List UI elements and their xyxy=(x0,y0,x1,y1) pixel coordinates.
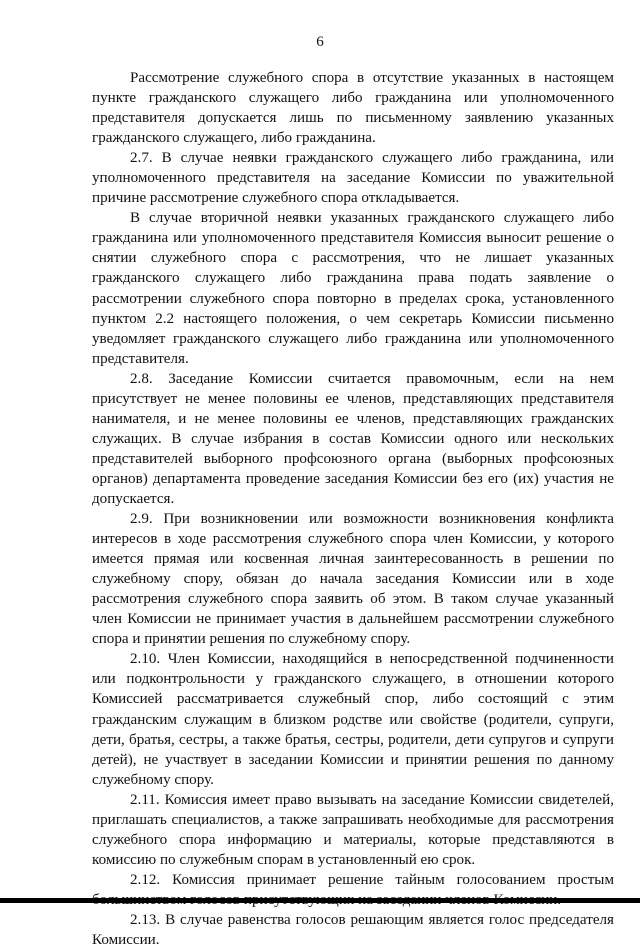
document-body xyxy=(92,68,614,950)
paragraph-2-13: 2.13. В случае равенства голосов решающим является голос председателя Комиссии. xyxy=(92,911,614,949)
paragraph-2-10: 2.10. Член Комиссии, находящийся в непосредственной подчиненности или подконтрольности у гражданского служащего, в отношении которого Комиссией рассматривается служебный спор, либо состоящий с этим гражданским служащим в близком родстве или свойстве (родители, супруги, дети, братья, сестры, а также братья, сестры, родители, дети супругов и супруги детей), не участвует в заседании Комиссии и принятии решения по данному служебному спору. xyxy=(92,651,614,788)
paragraph-2-11: 2.11. Комиссия имеет право вызывать на заседание Комиссии свидетелей, приглашать специалистов, а также запрашивать необходимые для рассмотрения служебного спора информацию и материалы, которые представляются в комиссию по служебным спорам в установленный ею срок. xyxy=(92,791,614,868)
page-number: 6 xyxy=(316,34,324,50)
paragraph-2-12: 2.12. Комиссия принимает решение тайным голосованием простым xyxy=(130,871,614,888)
paragraph-2-7: 2.7. В случае неявки гражданского служащего либо гражданина, или уполномоченного представителя на заседание Комиссии по уважительной причине рассмотрение служебного спора откладывается. xyxy=(92,150,614,207)
paragraph-2-8: 2.8. Заседание Комиссии считается правомочным, если на нем присутствует не менее половины ее членов, представляющих представителя нанимателя, и не менее половины ее членов, представляющих гражданских служащих. В случае избрания в состав Комиссии одного или нескольких представителей выборного профсоюзного органа (выборных профсоюзных органов) департамента проведение заседания Комиссии без его (их) участия не допускается. xyxy=(92,370,614,507)
paragraph: Рассмотрение служебного спора в отсутствие указанных в настоящем пункте гражданского служащего либо гражданина или уполномоченного представителя допускается лишь по письменному заявлению указанных гражданского служащего, либо гражданина. xyxy=(92,70,614,147)
scan-bottom-edge xyxy=(0,898,640,903)
paragraph-2-9: 2.9. При возникновении или возможности возникновения конфликта интересов в ходе рассмотрения служебного спора член Комиссии, у которого имеется прямая или косвенная личная заинтересованность в решении по служебному спору, обязан до начала заседания Комиссии или в ходе рассмотрения служебного спора заявить об этом. В таком случае указанный член Комиссии не принимает участия в дальнейшем рассмотрении служебного спора и принятии решения по служебному спору. xyxy=(92,511,614,648)
paragraph: В случае вторичной неявки указанных гражданского служащего либо гражданина или уполномоченного представителя Комиссия выносит решение о снятии служебного спора с рассмотрения, что не лишает указанных гражданского служащего либо гражданина права подать заявление о рассмотрении служебного спора повторно в пределах срока, установленного пунктом 2.2 настоящего положения, о чем секретарь Комиссии письменно уведомляет гражданского служащего либо гражданина или уполномоченного представителя. xyxy=(92,210,614,367)
